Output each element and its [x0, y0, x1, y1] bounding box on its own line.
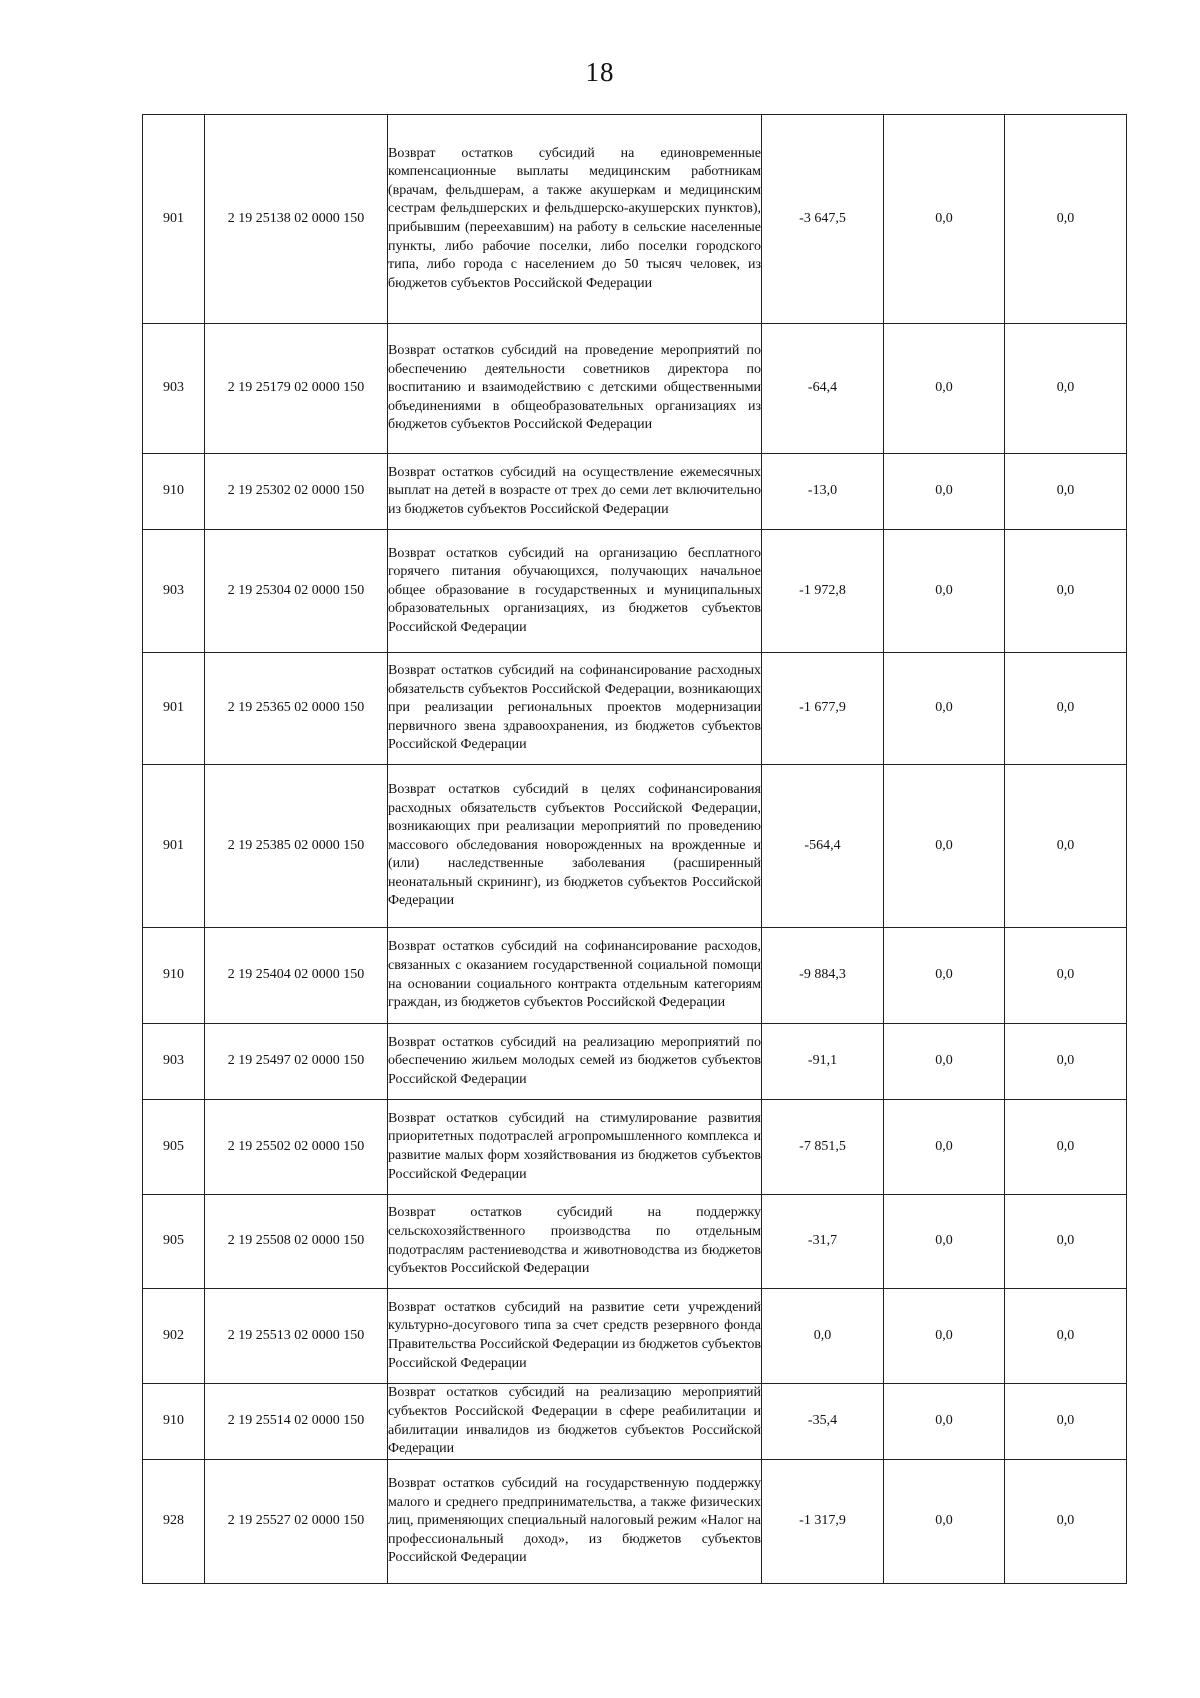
budget-code-cell: 2 19 25304 02 0000 150: [205, 530, 388, 653]
value-cell-2: 0,0: [884, 530, 1005, 653]
table-row: [143, 1460, 1127, 1584]
budget-code-cell: 2 19 25365 02 0000 150: [205, 653, 388, 765]
value-cell-1: -1 317,9: [762, 1460, 884, 1584]
description-cell: Возврат остатков субсидий на государственную поддержку малого и среднего предпринимательства, а также физических лиц, применяющих специальный налоговый режим «Налог на профессиональный доход», из бюджетов субъектов Российской Федерации: [388, 1460, 762, 1584]
value-cell-1: -91,1: [762, 1024, 884, 1100]
value-cell-1: -31,7: [762, 1195, 884, 1289]
value-cell-3: 0,0: [1005, 1460, 1127, 1584]
value-cell-1: -1 972,8: [762, 530, 884, 653]
value-cell-2: 0,0: [884, 1289, 1005, 1384]
value-cell-1: -3 647,5: [762, 115, 884, 324]
table-row: [143, 1100, 1127, 1195]
admin-code-cell: 910: [143, 928, 205, 1024]
value-cell-2: 0,0: [884, 115, 1005, 324]
budget-code-cell: 2 19 25385 02 0000 150: [205, 765, 388, 928]
table-row: [143, 928, 1127, 1024]
value-cell-3: 0,0: [1005, 115, 1127, 324]
value-cell-3: 0,0: [1005, 324, 1127, 454]
description-cell: Возврат остатков субсидий на осуществление ежемесячных выплат на детей в возрасте от трех до семи лет включительно из бюджетов субъектов Российской Федерации: [388, 454, 762, 530]
description-cell: Возврат остатков субсидий на реализацию мероприятий по обеспечению жильем молодых семей из бюджетов субъектов Российской Федерации: [388, 1024, 762, 1100]
admin-code-cell: 901: [143, 653, 205, 765]
admin-code-cell: 928: [143, 1460, 205, 1584]
description-cell: Возврат остатков субсидий в целях софинансирования расходных обязательств субъектов Российской Федерации, возникающих при реализации мероприятий по проведению массового обследования новорожденных на врожденные и (или) наследственные заболевания (расширенный неонатальный скрининг), из бюджетов субъектов Российской Федерации: [388, 765, 762, 928]
value-cell-3: 0,0: [1005, 1384, 1127, 1460]
value-cell-3: 0,0: [1005, 653, 1127, 765]
budget-code-cell: 2 19 25179 02 0000 150: [205, 324, 388, 454]
value-cell-1: -564,4: [762, 765, 884, 928]
value-cell-3: 0,0: [1005, 530, 1127, 653]
value-cell-2: 0,0: [884, 653, 1005, 765]
admin-code-cell: 903: [143, 324, 205, 454]
description-cell: Возврат остатков субсидий на поддержку сельскохозяйственного производства по отдельным подотраслям растениеводства и животноводства из бюджетов субъектов Российской Федерации: [388, 1195, 762, 1289]
value-cell-3: 0,0: [1005, 1024, 1127, 1100]
table-row: [143, 765, 1127, 928]
budget-code-cell: 2 19 25138 02 0000 150: [205, 115, 388, 324]
budget-code-cell: 2 19 25514 02 0000 150: [205, 1384, 388, 1460]
description-cell: Возврат остатков субсидий на софинансирование расходов, связанных с оказанием государственной социальной помощи на основании социального контракта отдельным категориям граждан, из бюджетов субъектов Российской Федерации: [388, 928, 762, 1024]
budget-code-cell: 2 19 25302 02 0000 150: [205, 454, 388, 530]
table-row: [143, 1289, 1127, 1384]
value-cell-1: -13,0: [762, 454, 884, 530]
value-cell-2: 0,0: [884, 1024, 1005, 1100]
budget-code-cell: 2 19 25508 02 0000 150: [205, 1195, 388, 1289]
description-cell: Возврат остатков субсидий на проведение мероприятий по обеспечению деятельности советников директора по воспитанию и взаимодействию с детскими общественными объединениями в общеобразовательных организациях из бюджетов субъектов Российской Федерации: [388, 324, 762, 454]
value-cell-1: -9 884,3: [762, 928, 884, 1024]
value-cell-1: -1 677,9: [762, 653, 884, 765]
value-cell-3: 0,0: [1005, 1195, 1127, 1289]
admin-code-cell: 905: [143, 1195, 205, 1289]
description-cell: Возврат остатков субсидий на развитие сети учреждений культурно-досугового типа за счет средств резервного фонда Правительства Российской Федерации из бюджетов субъектов Российской Федерации: [388, 1289, 762, 1384]
table-row: [143, 324, 1127, 454]
admin-code-cell: 903: [143, 530, 205, 653]
table-row: [143, 1195, 1127, 1289]
value-cell-3: 0,0: [1005, 765, 1127, 928]
admin-code-cell: 910: [143, 454, 205, 530]
value-cell-2: 0,0: [884, 324, 1005, 454]
budget-table: [142, 114, 1127, 1584]
value-cell-2: 0,0: [884, 1100, 1005, 1195]
value-cell-3: 0,0: [1005, 1100, 1127, 1195]
value-cell-2: 0,0: [884, 1195, 1005, 1289]
description-cell: Возврат остатков субсидий на стимулирование развития приоритетных подотраслей агропромышленного комплекса и развитие малых форм хозяйствования из бюджетов субъектов Российской Федерации: [388, 1100, 762, 1195]
admin-code-cell: 903: [143, 1024, 205, 1100]
table-row: [143, 115, 1127, 324]
budget-code-cell: 2 19 25527 02 0000 150: [205, 1460, 388, 1584]
table-row: [143, 1384, 1127, 1460]
description-cell: Возврат остатков субсидий на реализацию мероприятий субъектов Российской Федерации в сфере реабилитации и абилитации инвалидов из бюджетов субъектов Российской Федерации: [388, 1384, 762, 1460]
description-cell: Возврат остатков субсидий на организацию бесплатного горячего питания обучающихся, получающих начальное общее образование в государственных и муниципальных образовательных организациях, из бюджетов субъектов Российской Федерации: [388, 530, 762, 653]
value-cell-3: 0,0: [1005, 1289, 1127, 1384]
value-cell-2: 0,0: [884, 454, 1005, 530]
value-cell-2: 0,0: [884, 1384, 1005, 1460]
page-number: 18: [585, 57, 615, 87]
budget-code-cell: 2 19 25404 02 0000 150: [205, 928, 388, 1024]
value-cell-2: 0,0: [884, 1460, 1005, 1584]
value-cell-1: 0,0: [762, 1289, 884, 1384]
table-row: [143, 653, 1127, 765]
admin-code-cell: 905: [143, 1100, 205, 1195]
value-cell-3: 0,0: [1005, 454, 1127, 530]
admin-code-cell: 901: [143, 765, 205, 928]
admin-code-cell: 901: [143, 115, 205, 324]
value-cell-2: 0,0: [884, 928, 1005, 1024]
value-cell-2: 0,0: [884, 765, 1005, 928]
table-row: [143, 530, 1127, 653]
value-cell-1: -64,4: [762, 324, 884, 454]
description-cell: Возврат остатков субсидий на софинансирование расходных обязательств субъектов Российской Федерации, возникающих при реализации региональных проектов модернизации первичного звена здравоохранения, из бюджетов субъектов Российской Федерации: [388, 653, 762, 765]
table-row: [143, 1024, 1127, 1100]
table-row: [143, 454, 1127, 530]
admin-code-cell: 910: [143, 1384, 205, 1460]
value-cell-3: 0,0: [1005, 928, 1127, 1024]
admin-code-cell: 902: [143, 1289, 205, 1384]
budget-code-cell: 2 19 25497 02 0000 150: [205, 1024, 388, 1100]
description-cell: Возврат остатков субсидий на единовременные компенсационные выплаты медицинским работникам (врачам, фельдшерам, а также акушеркам и медицинским сестрам фельдшерских и фельдшерско-акушерских пунктов), прибывшим (переехавшим) на работу в сельские населенные пункты, либо рабочие поселки, либо поселки городского типа, либо города с населением до 50 тысяч человек, из бюджетов субъектов Российской Федерации: [388, 115, 762, 324]
value-cell-1: -35,4: [762, 1384, 884, 1460]
value-cell-1: -7 851,5: [762, 1100, 884, 1195]
budget-code-cell: 2 19 25513 02 0000 150: [205, 1289, 388, 1384]
budget-code-cell: 2 19 25502 02 0000 150: [205, 1100, 388, 1195]
